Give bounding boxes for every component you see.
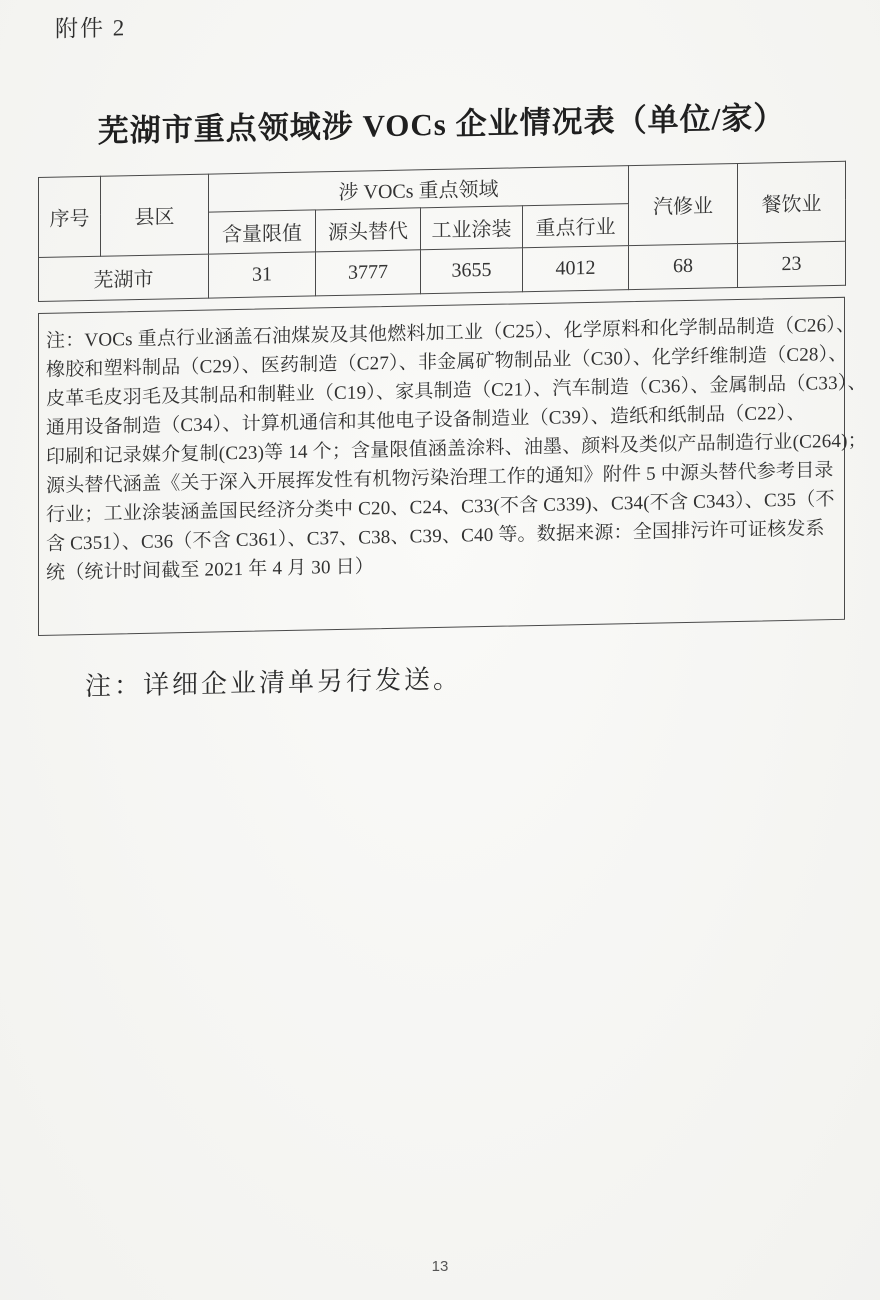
- vocs-enterprise-table: [38, 161, 846, 302]
- header-district: 县区: [101, 174, 209, 256]
- cell-key-industry: 4012: [523, 246, 629, 292]
- note-line: 通用设备制造（C34）、计算机通信和其他电子设备制造业（C39）、造纸和纸制品（C22）、: [46, 402, 806, 439]
- cell-catering: 23: [738, 241, 846, 287]
- page-number: 13: [431, 1258, 449, 1275]
- header-key-industry: 重点行业: [523, 204, 629, 248]
- document-content: [38, 0, 867, 707]
- note-line: 印刷和记录媒介复制(C23)等 14 个；含量限值涵盖涂料、油墨、颜料及类似产品制造行业(C264)；: [46, 430, 867, 468]
- attachment-label: 附件 2: [55, 15, 127, 42]
- note-line: 注：VOCs 重点行业涵盖石油煤炭及其他燃料加工业（C25）、化学原料和化学制品制造（C26）、: [46, 314, 856, 352]
- header-auto-repair: 汽修业: [629, 163, 738, 245]
- footer-note: 注：详细企业清单另行发送。: [85, 664, 463, 702]
- note-line: 源头替代涵盖《关于深入开展挥发性有机物污染治理工作的通知》附件 5 中源头替代参考目录: [46, 460, 834, 497]
- note-line: 皮革毛皮羽毛及其制品和制鞋业（C19）、家具制造（C21）、汽车制造（C36）、金属制品（C33）、: [46, 372, 867, 410]
- cell-district: 芜湖市: [39, 254, 209, 301]
- cell-content-limit: 31: [209, 252, 316, 298]
- document-title: 芜湖市重点领域涉 VOCs 企业情况表（单位/家）: [97, 100, 786, 149]
- header-seq: 序号: [39, 176, 101, 257]
- table-note-box: [38, 297, 867, 636]
- note-line: 统（统计时间截至 2021 年 4 月 30 日）: [46, 556, 375, 584]
- note-line: 行业；工业涂装涵盖国民经济分类中 C20、C24、C33(不含 C339)、C34(不含 C343）、C35（不: [46, 489, 835, 526]
- cell-auto-repair: 68: [629, 243, 738, 289]
- note-line: 橡胶和塑料制品（C29）、医药制造（C27）、非金属矿物制品业（C30）、化学纤维制造（C28）、: [46, 343, 848, 381]
- header-content-limit: 含量限值: [209, 210, 316, 254]
- header-vocs-group: 涉 VOCs 重点领域: [209, 166, 629, 212]
- header-industrial-coating: 工业涂装: [421, 206, 523, 250]
- header-catering: 餐饮业: [738, 161, 846, 243]
- note-line: 含 C351）、C36（不含 C361）、C37、C38、C39、C40 等。数据来源：全国排污许可证核发系: [46, 518, 825, 555]
- cell-source-substitution: 3777: [316, 250, 421, 296]
- header-source-substitution: 源头替代: [316, 208, 421, 252]
- cell-industrial-coating: 3655: [421, 248, 523, 294]
